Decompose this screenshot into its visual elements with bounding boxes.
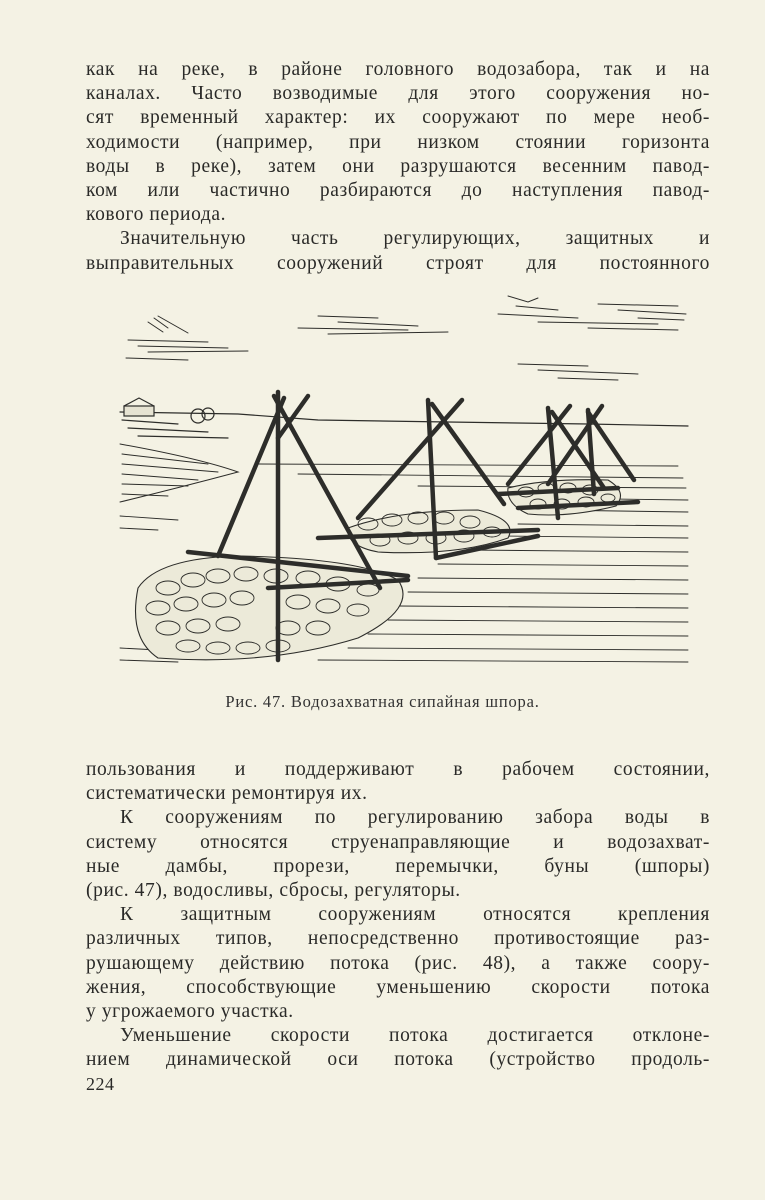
bottom-text-block <box>86 758 710 1072</box>
top-text-block <box>86 58 710 276</box>
text-line: у угрожаемого участка. <box>86 1000 294 1022</box>
sky-hatching <box>126 296 686 380</box>
text-line: различных типов, непосредственно противостоящие раз- <box>86 928 710 950</box>
paragraph-bottom-2 <box>86 806 710 903</box>
text-line: систему относятся струенаправляющие и водозахват- <box>86 831 710 853</box>
text-line: каналах. Часто возводимые для этого сооружения но- <box>86 83 710 105</box>
text-line: кового периода. <box>86 204 227 226</box>
paragraph-bottom-1 <box>86 758 710 806</box>
text-line: К защитным сооружениям относятся крепления <box>120 904 710 926</box>
text-line: выправительных сооружений строят для постоянного <box>86 252 710 274</box>
text-line: К сооружениям по регулированию забора воды в <box>120 807 710 829</box>
text-line: рушающему действию потока (рис. 48), а также соору- <box>86 952 710 974</box>
text-line: систематически ремонтируя их. <box>86 783 368 805</box>
text-line: сят временный характер: их сооружают по мере необ- <box>86 107 710 129</box>
text-line: как на реке, в районе головного водозабора, так и на <box>86 59 710 80</box>
text-line: Значительную часть регулирующих, защитных и <box>120 228 710 250</box>
paragraph-top-2 <box>86 227 710 275</box>
text-line: воды в реке), затем они разрушаются весенним павод- <box>86 155 710 177</box>
left-bank <box>120 444 238 502</box>
paragraph-top-1 <box>86 58 710 227</box>
paragraph-bottom-4 <box>86 1024 710 1072</box>
text-line: ные дамбы, прорези, перемычки, буны (шпоры) <box>86 855 710 877</box>
text-line: нием динамической оси потока (устройство продоль- <box>86 1049 710 1071</box>
text-line: (рис. 47), водосливы, сбросы, регуляторы. <box>86 879 461 901</box>
text-line: ходимости (например, при низком стоянии горизонта <box>86 131 710 153</box>
text-line: ком или частично разбираются до наступления павод- <box>86 179 710 201</box>
paragraph-bottom-3 <box>86 903 710 1024</box>
figure-caption: Рис. 47. Водозахватная сипайная шпора. <box>225 692 540 711</box>
text-line: пользования и поддерживают в рабочем состоянии, <box>86 759 710 780</box>
spur-illustration <box>118 288 692 678</box>
text-line: жения, способствующие уменьшению скорости потока <box>86 976 710 998</box>
page-number: 224 <box>86 1074 115 1094</box>
text-line: Уменьшение скорости потока достигается отклоне- <box>120 1025 710 1047</box>
